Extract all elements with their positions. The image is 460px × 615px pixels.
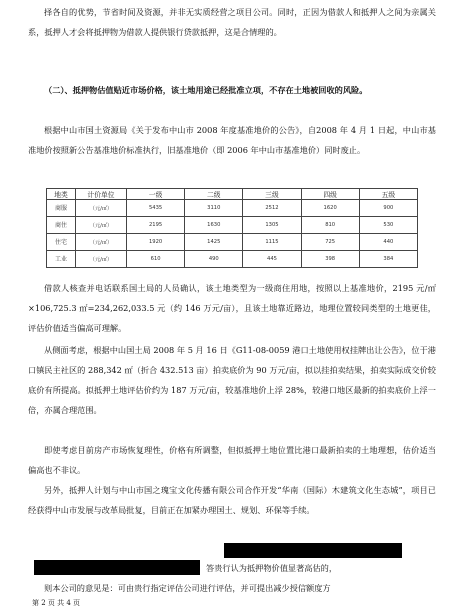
table-header: 四级 (301, 189, 359, 200)
table-row (47, 217, 418, 234)
land-use-cell: 工业 (47, 251, 76, 268)
unit-cell: （元/㎡） (76, 251, 127, 268)
paragraph-1: 择各自的优势，节省时间及资源，并非无实质经营之项目公司。同时，正因为借款人和抵押人之间为亲属关系，抵押人才会将抵押物为借款人提供银行贷款抵押，这是合情理的。 (28, 7, 436, 37)
price-cell: 1115 (243, 234, 301, 251)
section-heading-2: （二）、抵押物估值贴近市场价格，该土地用途已经批准立项，不存在土地被回收的风险。 (44, 85, 368, 95)
paragraph-8: 则本公司的意见是：可由贵行指定评估公司进行评估，并可提出减少授信额度方 (44, 583, 331, 593)
benchmark-land-price-table (46, 188, 418, 268)
price-cell: 725 (301, 234, 359, 251)
price-cell: 610 (127, 251, 185, 268)
redaction-bar (34, 560, 200, 575)
price-cell: 1425 (185, 234, 243, 251)
table-header: 二级 (185, 189, 243, 200)
price-cell: 1920 (127, 234, 185, 251)
table-header-row (47, 189, 418, 200)
price-cell: 398 (301, 251, 359, 268)
price-cell: 900 (359, 200, 417, 217)
table-header: 一级 (127, 189, 185, 200)
unit-cell: （元/㎡） (76, 234, 127, 251)
table-header: 计价单位 (76, 189, 127, 200)
paragraph-6: 即使考虑目前房产市场恢复理性，价格有所调整，但拟抵押土地位置比港口最新拍卖的土地理想，估价适当偏高也不非议。 (28, 445, 436, 475)
redaction-bar (224, 543, 402, 558)
price-cell: 3110 (185, 200, 243, 217)
price-cell: 1630 (185, 217, 243, 234)
paragraph-3: 根据中山市国土资源局《关于发布中山市 2008 年度基准地价的公告》，自2008 年 4 月 1 日起，中山市基准地价按照新公告基准地价标准执行，旧基准地价（即 2006 年中山市基准地价）同时废止。 (28, 125, 436, 155)
price-cell: 1305 (243, 217, 301, 234)
paragraph-7: 另外，抵押人计划与中山市国之瑰宝文化传播有限公司合作开发“华南（国际）木建筑文化生态城”，项目已经获得中山市发展与改革局批复，目前正在加紧办理国土、规划、环保等手续。 (28, 485, 436, 515)
price-cell: 1620 (301, 200, 359, 217)
table-header: 地类 (47, 189, 76, 200)
paragraph-8-tail: 答贵行认为抵押物价值显著高估的， (206, 563, 338, 573)
price-cell: 445 (243, 251, 301, 268)
price-cell: 490 (185, 251, 243, 268)
land-use-cell: 商住 (47, 217, 76, 234)
table-row (47, 234, 418, 251)
table-header: 三级 (243, 189, 301, 200)
unit-cell: （元/㎡） (76, 200, 127, 217)
price-cell: 810 (301, 217, 359, 234)
price-cell: 5435 (127, 200, 185, 217)
paragraph-4: 借款人核查并电话联系国土局的人员确认，该土地类型为一级商住用地，按照以上基准地价，2195 元/㎡×106,725.3 ㎡=234,262,033.5 元（约 146 万元/亩），且该土地靠近路边，地理位置较同类型的土地更佳，评估价值适当偏高可理解。 (28, 283, 436, 333)
price-cell: 2195 (127, 217, 185, 234)
price-cell: 530 (359, 217, 417, 234)
table-row (47, 200, 418, 217)
price-cell: 440 (359, 234, 417, 251)
table-header: 五级 (359, 189, 417, 200)
price-cell: 2512 (243, 200, 301, 217)
unit-cell: （元/㎡） (76, 217, 127, 234)
table-row (47, 251, 418, 268)
paragraph-5: 从侧面考虑，根据中山国土局 2008 年 5 月 16 日《G11-08-0059 港口土地使用权挂牌出让公告》，位于港口镇民主社区的 288,342 ㎡（折合 432.513 亩）拍卖底价为 90 万元/亩，拟以挂拍卖结果，拍卖实际成交价较底价有所提高。拟抵押土地评估价约为 187 万元/亩，较基准地价上浮 28%，较港口地区最新的拍卖底价上浮一倍，亦属合理范围。 (28, 345, 436, 415)
land-use-cell: 商服 (47, 200, 76, 217)
land-use-cell: 住宅 (47, 234, 76, 251)
price-cell: 384 (359, 251, 417, 268)
page-number: 第 2 页 共 4 页 (32, 599, 81, 607)
